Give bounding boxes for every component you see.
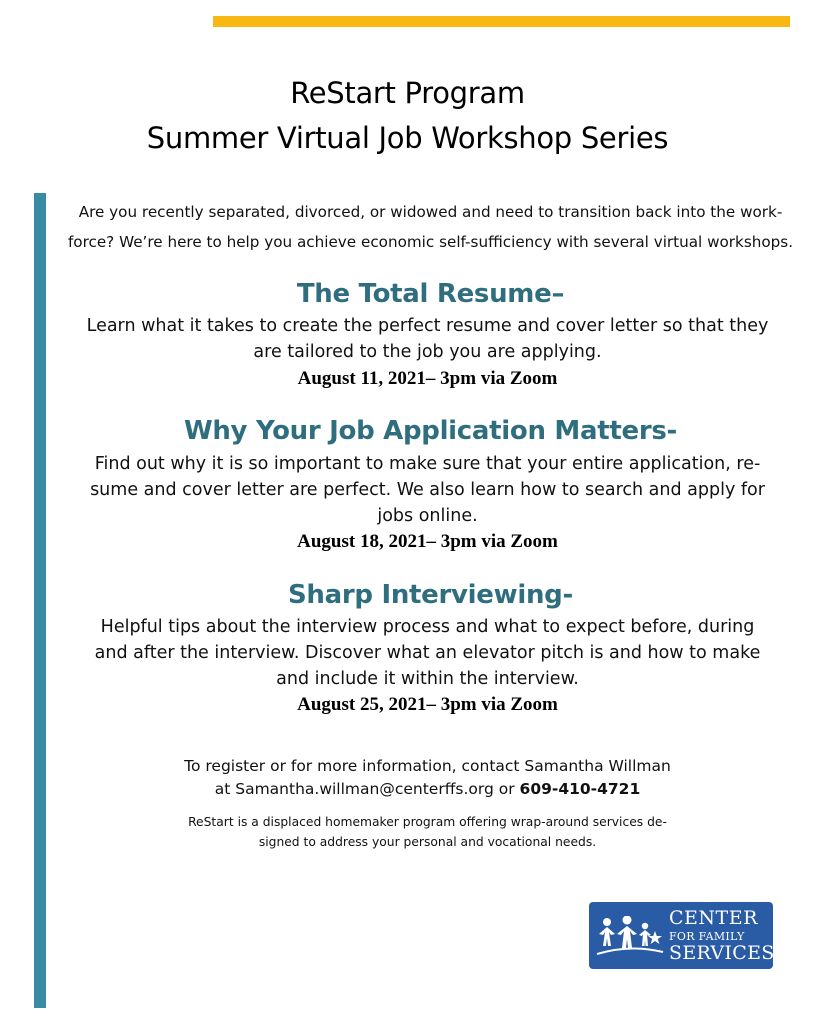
- workshop-heading-application: Why Your Job Application Matters-: [183, 416, 678, 446]
- contact-phone: 609-410-4721: [519, 780, 641, 798]
- intro-line-2: force? We’re here to help you achieve economic self-sufficiency with several virtual workshops.: [67, 233, 794, 251]
- workshop-description-line: are tailored to the job you are applying.: [253, 342, 602, 362]
- logo-text-services: SERVICES: [669, 942, 775, 964]
- workshop-description-line: Helpful tips about the interview process and what to expect before, during: [100, 617, 755, 637]
- workshop-heading-resume: The Total Resume–: [296, 279, 565, 309]
- contact-email-text: at Samantha.willman@centerffs.org or: [214, 780, 520, 798]
- workshop-description-line: and after the interview. Discover what an elevator pitch is and how to make: [94, 643, 761, 663]
- workshop-description-line: Find out why it is so important to make sure that your entire application, re-: [94, 454, 761, 474]
- workshop-description-line: Learn what it takes to create the perfect resume and cover letter so that they: [86, 316, 769, 336]
- family-figures-icon: [595, 916, 665, 958]
- workshop-date: August 18, 2021– 3pm via Zoom: [297, 531, 558, 552]
- workshop-date: August 11, 2021– 3pm via Zoom: [297, 368, 558, 389]
- page-title: ReStart Program: [290, 76, 525, 110]
- contact-line-1: To register or for more information, contact Samantha Willman: [184, 757, 671, 775]
- program-note-line-1: ReStart is a displaced homemaker program offering wrap-around services de-: [188, 815, 667, 829]
- workshop-date: August 25, 2021– 3pm via Zoom: [297, 694, 558, 715]
- contact-line-2: [40, 780, 815, 798]
- workshop-heading-interviewing: Sharp Interviewing-: [288, 580, 573, 610]
- workshop-description-line: and include it within the interview.: [276, 669, 579, 689]
- logo-text-for-family: FOR FAMILY: [669, 930, 745, 943]
- workshop-description-line: jobs online.: [377, 506, 478, 526]
- top-accent-bar: [213, 16, 790, 27]
- page-subtitle: Summer Virtual Job Workshop Series: [146, 121, 669, 155]
- intro-line-1: Are you recently separated, divorced, or widowed and need to transition back into the work-: [78, 203, 783, 221]
- logo-text-center: CENTER: [669, 907, 758, 929]
- program-note-line-2: signed to address your personal and vocational needs.: [258, 835, 597, 849]
- center-for-family-services-logo: [589, 902, 773, 969]
- workshop-description-line: sume and cover letter are perfect. We also learn how to search and apply for: [90, 480, 765, 500]
